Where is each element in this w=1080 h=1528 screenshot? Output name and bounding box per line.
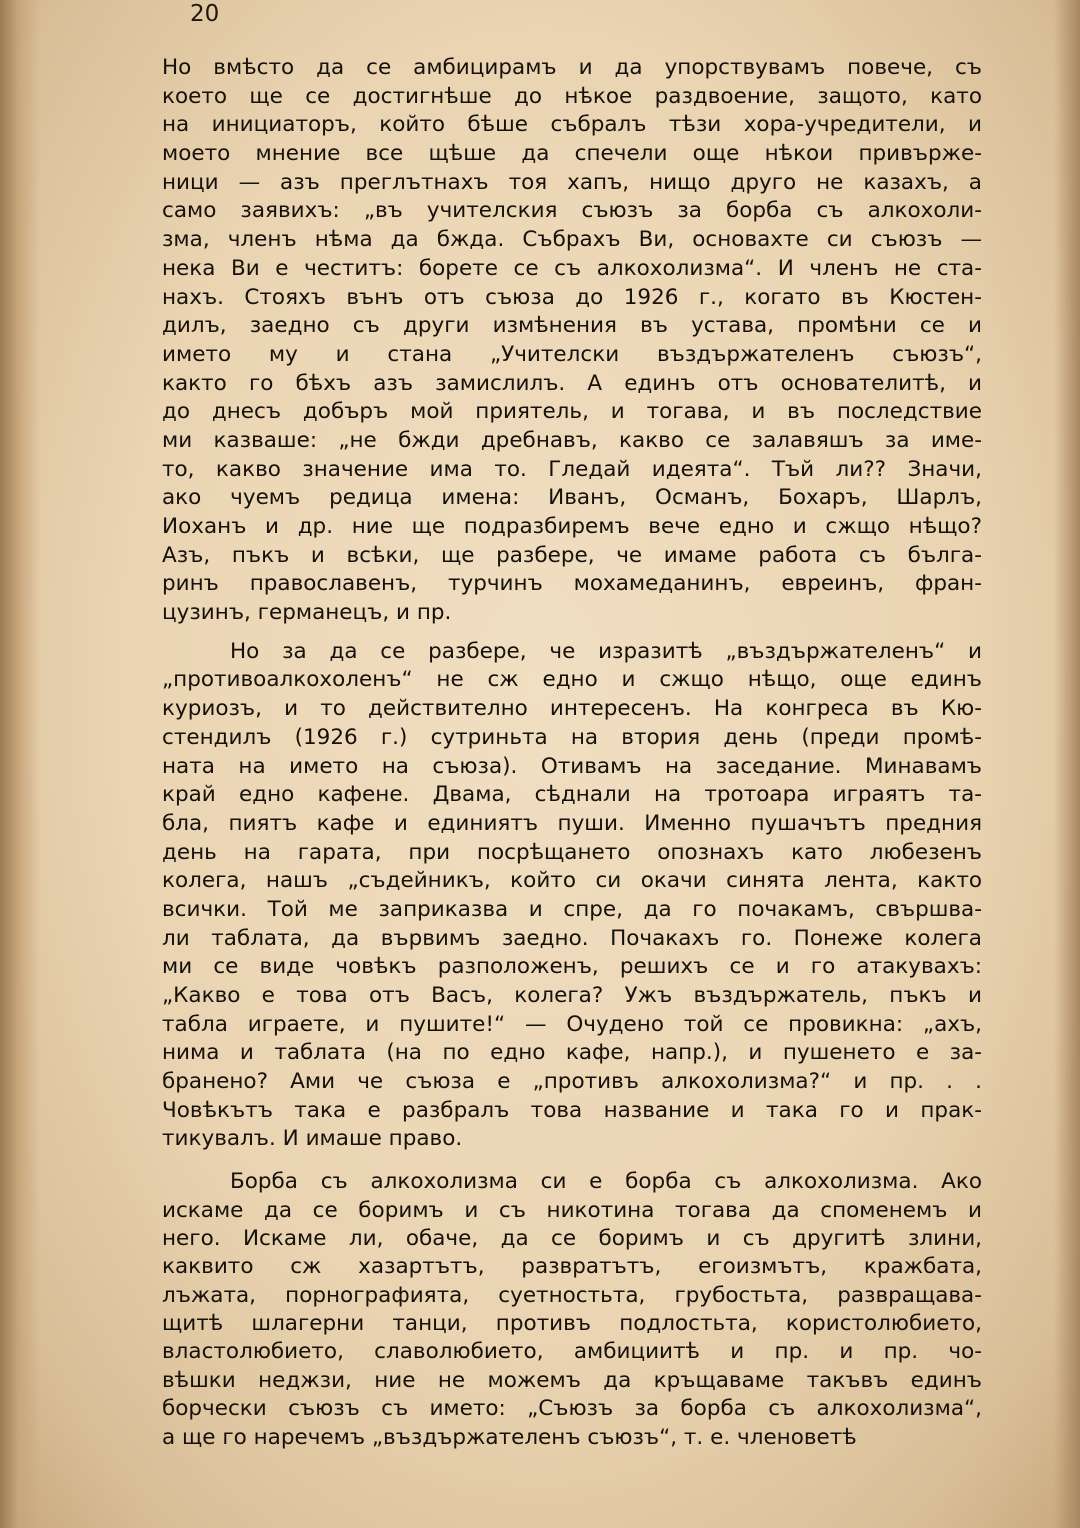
text-line: бла, пиятъ кафе и единиятъ пуши. Именно пушачътъ предния [162,810,982,836]
text-line: както го бѣхъ азъ замислилъ. А единъ отъ основателитѣ, и [162,370,982,396]
body-text [162,54,982,1452]
text-line: куриозъ, и то действително интересенъ. На конгреса въ Кю- [162,696,982,722]
text-line: а ще го наречемъ „въздържателенъ съюзъ“, т. е. членоветѣ [162,1424,857,1450]
text-line: което ще се достигнѣше до нѣкое раздвоение, защото, като [162,83,982,109]
text-line: ната на името на съюза). Отивамъ на заседание. Минавамъ [162,753,982,779]
text-line: властолюбието, славолюбието, амбициитѣ и пр. и пр. чо- [162,1339,982,1365]
page-right-edge-shadow [1054,0,1080,1528]
page-left-edge-shadow [0,0,40,1528]
text-line: до днесъ добъръ мой приятель, и тогава, и въ последствие [162,399,982,425]
text-line: ли таблата, да вървимъ заедно. Почакахъ го. Понеже колега [162,925,982,951]
text-line: колега, нашъ „съдейникъ, който си окачи синята лента, както [162,868,982,894]
text-line: день на гарата, при посрѣщането опознахъ като любезенъ [162,839,982,865]
text-line: ми казваше: „не бжди дребнавъ, какво се залавяшъ за име- [162,427,982,453]
paragraph-1 [162,54,982,628]
paragraph-2 [162,638,982,1154]
text-line: Азъ, пъкъ и всѣки, ще разбере, че имаме работа съ бълга- [162,542,982,568]
text-line: зма, членъ нѣма да бжда. Събрахъ Ви, основахте си съюзъ — [162,227,982,253]
text-line: всички. Той ме заприказва и спре, да го почакамъ, свършва- [162,896,982,922]
paragraph-3 [162,1168,982,1452]
text-line: то, какво значение има то. Гледай идеята“. Тъй ли?? Значи, [162,456,982,482]
text-line: него. Искаме ли, обаче, да се боримъ и съ другитѣ злини, [162,1225,982,1251]
text-line: моето мнение все щѣше да спечели още нѣкои привърже- [162,141,982,167]
text-line: „Какво е това отъ Васъ, колега? Ужъ въздържатель, пъкъ и [162,983,982,1008]
text-line: табла играете, и пушите!“ — Очудено той се провикна: „ахъ, [162,1011,982,1037]
text-line: бранено? Ами че съюза е „противъ алкохолизма?“ и пр. . . [162,1069,982,1095]
text-line: ми се виде човѣкъ разположенъ, решихъ се и го атакувахъ: [162,954,982,980]
text-line: Човѣкътъ така е разбралъ това название и така го и прак- [162,1097,982,1123]
text-line: цузинъ, германецъ, и пр. [162,600,452,626]
page-number: 20 [190,1,220,27]
text-line: нека Ви е честитъ: борете се съ алкохолизма“. И членъ не ста- [162,255,982,281]
text-line: „противоалкохоленъ“ не сж едно и сжщо нѣщо, още единъ [162,667,982,693]
text-line: нахъ. Стояхъ вънъ отъ съюза до 1926 г., когато въ Кюстен- [162,284,982,310]
text-line: тикувалъ. И имаше право. [162,1126,463,1152]
text-line: вѣшки неджзи, ние не можемъ да кръщаваме такъвъ единъ [162,1367,982,1393]
text-line: ници — азъ преглътнахъ тоя хапъ, нищо друго не казахъ, а [162,169,982,195]
text-line: Но вмѣсто да се амбицирамъ и да упорствувамъ повече, съ [162,55,982,80]
text-line: нима и таблата (на по едно кафе, напр.), и пушенето е за- [162,1040,982,1066]
text-line: щитѣ шлагерни танци, противъ подлостьта, користолюбието, [162,1311,982,1337]
text-line: само заявихъ: „въ учителския съюзъ за борба съ алкохоли- [162,198,982,224]
text-line: лъжата, порнографията, суетностьта, грубостьта, развращава- [162,1282,982,1308]
text-line: Иоханъ и др. ние ще подразбиремъ вече едно и сжщо нѣщо? [162,514,982,539]
text-line: ако чуемъ редица имена: Иванъ, Османъ, Бохаръ, Шарлъ, [162,485,982,511]
text-line: борчески съюзъ съ името: „Съюзъ за борба съ алкохолизма“, [162,1396,982,1422]
text-line: стендилъ (1926 г.) сутриньта на втория день (преди промѣ- [162,724,982,750]
text-line: Но за да се разбере, че изразитѣ „въздържателенъ“ и [230,638,982,664]
text-line: искаме да се боримъ и съ никотина тогава да споменемъ и [162,1197,982,1223]
text-line: Борба съ алкохолизма си е борба съ алкохолизма. Ако [230,1169,982,1195]
text-line: ринъ православенъ, турчинъ мохамеданинъ, евреинъ, фран- [162,571,982,597]
text-line: на инициаторъ, който бѣше събралъ тѣзи хора-учредители, и [162,112,982,138]
text-line: край едно кафене. Двама, сѣднали на тротоара играятъ та- [162,782,982,808]
text-line: дилъ, заедно съ други измѣнения въ устава, промѣни се и [162,313,982,339]
text-line: каквито сж хазартътъ, развратътъ, егоизмътъ, кражбата, [162,1254,982,1280]
text-line: името му и стана „Учителски въздържателенъ съюзъ“, [162,341,982,367]
